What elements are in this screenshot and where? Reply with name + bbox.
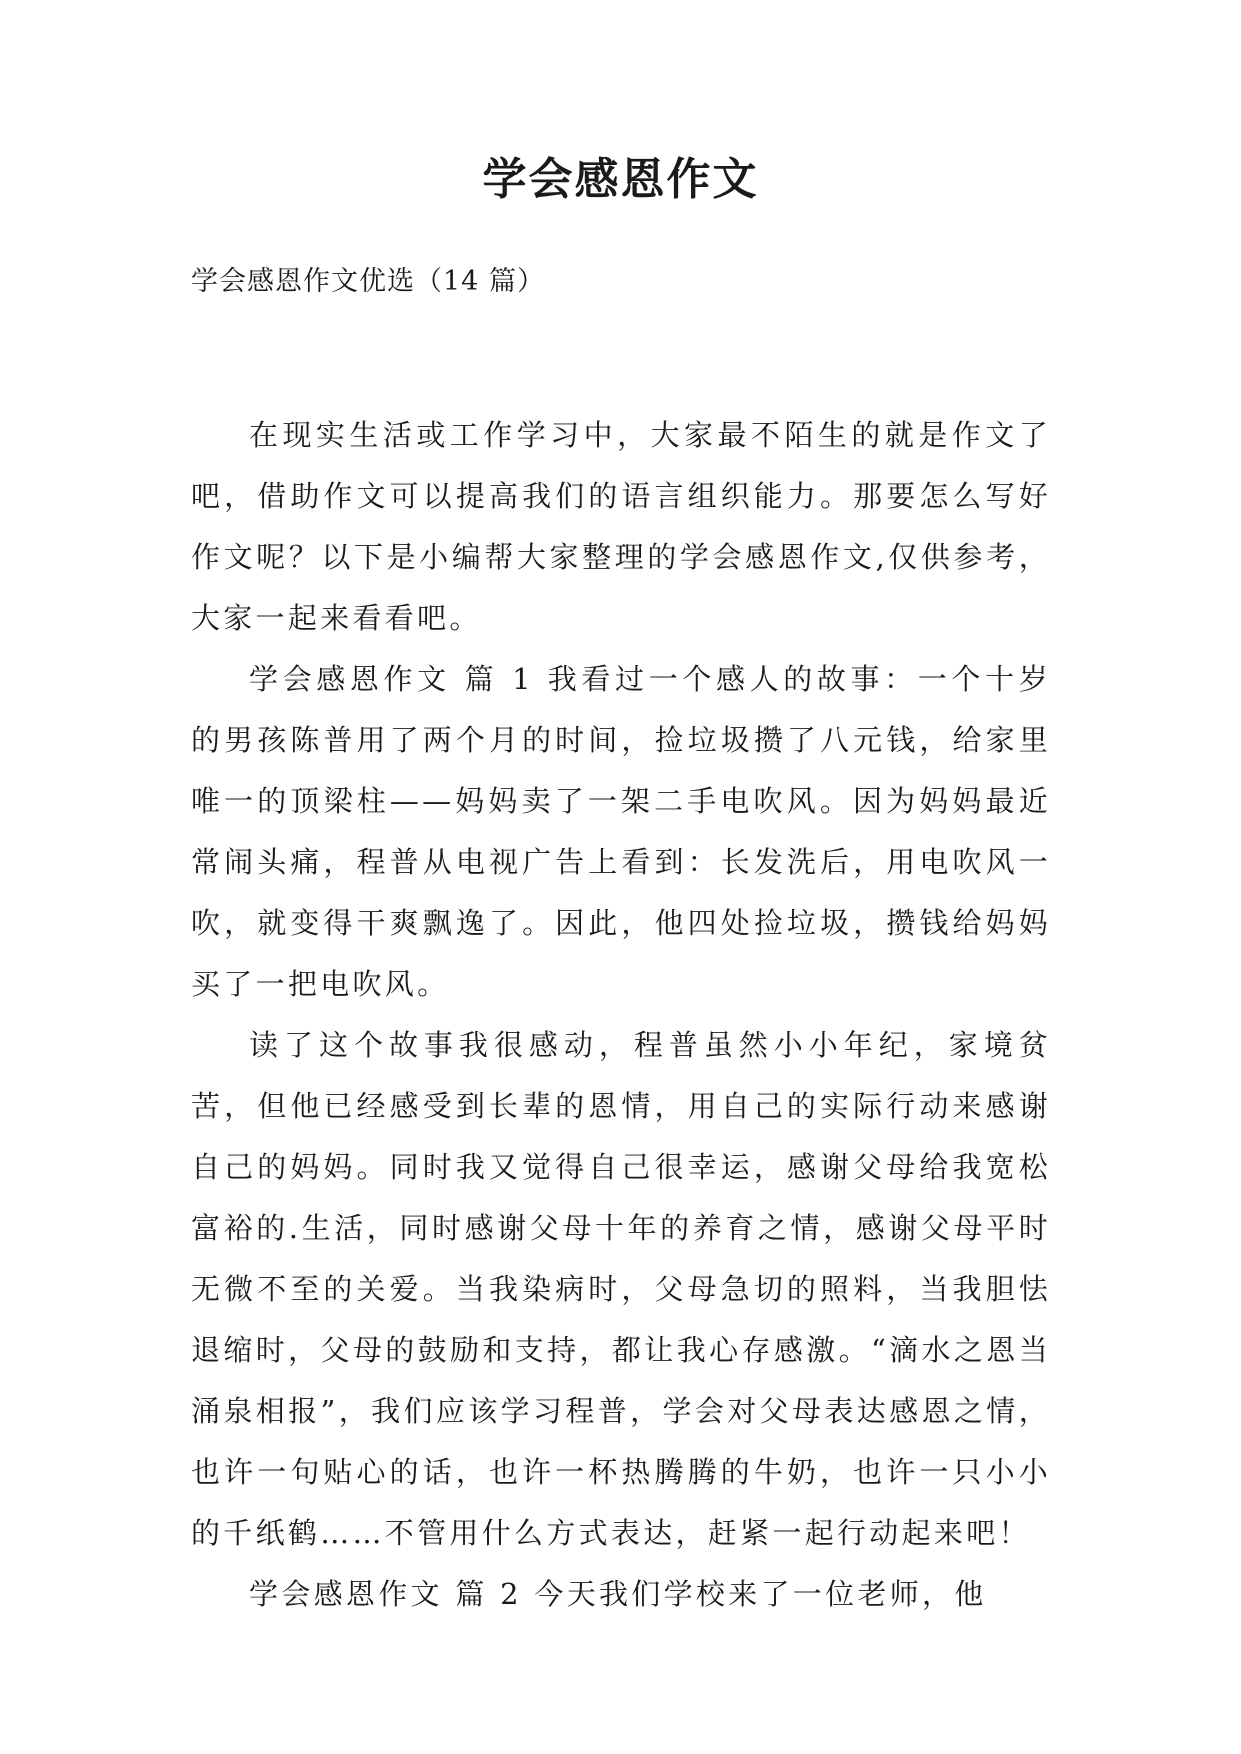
body-paragraph-essay-1-continued: 读了这个故事我很感动，程普虽然小小年纪，家境贫苦，但他已经感受到长辈的恩情，用自己的实际行动来感谢自己的妈妈。同时我又觉得自己很幸运，感谢父母给我宽松富裕的.生活，同时感谢父母十年的养育之情，感谢父母平时无微不至的关爱。当我染病时，父母急切的照料，当我胆怯退缩时，父母的鼓励和支持，都让我心存感激。“滴水之恩当涌泉相报”，我们应该学习程普，学会对父母表达感恩之情，也许一句贴心的话，也许一杯热腾腾的牛奶，也许一只小小的千纸鹤……不管用什么方式表达，赶紧一起行动起来吧！ <box>191 1028 1051 1550</box>
body-paragraph-intro: 在现实生活或工作学习中，大家最不陌生的就是作文了吧，借助作文可以提高我们的语言组织能力。那要怎么写好作文呢？以下是小编帮大家整理的学会感恩作文,仅供参考，大家一起来看看吧。 <box>191 418 1051 635</box>
document-title: 学会感恩作文 <box>482 154 759 205</box>
document-subtitle: 学会感恩作文优选（14 篇） <box>191 266 545 297</box>
document-body <box>191 405 1051 1625</box>
body-paragraph-essay-1: 学会感恩作文 篇 1 我看过一个感人的故事：一个十岁的男孩陈普用了两个月的时间，捡垃圾攒了八元钱，给家里唯一的顶梁柱——妈妈卖了一架二手电吹风。因为妈妈最近常闹头痛，程普从电视广告上看到：长发洗后，用电吹风一吹，就变得干爽飘逸了。因此，他四处捡垃圾，攒钱给妈妈买了一把电吹风。 <box>191 662 1051 1001</box>
body-paragraph-essay-2: 学会感恩作文 篇 2 今天我们学校来了一位老师，他 <box>249 1577 987 1611</box>
